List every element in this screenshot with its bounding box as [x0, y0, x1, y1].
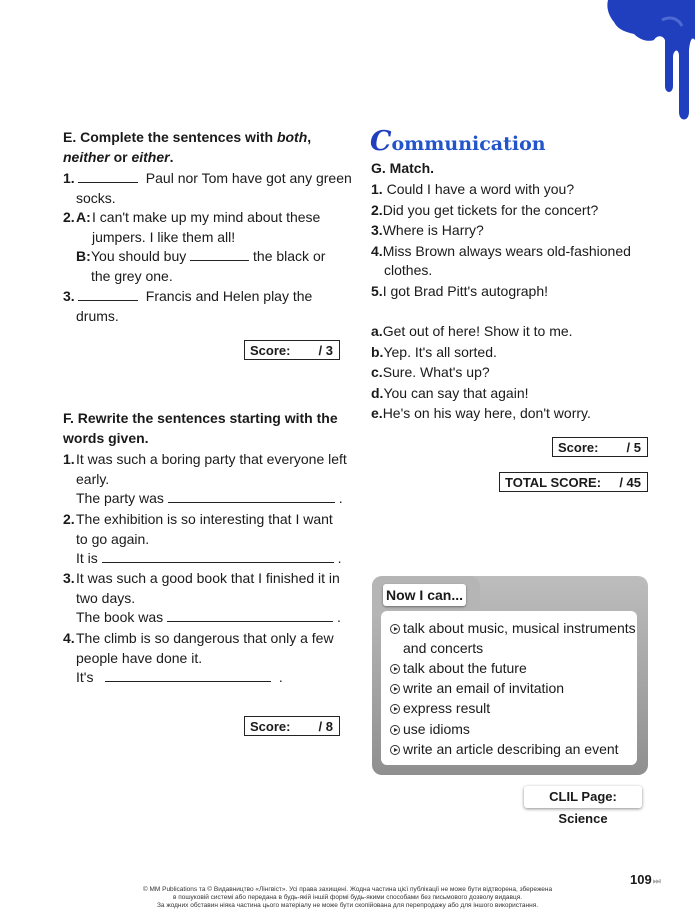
answer-blank[interactable]: [78, 170, 138, 183]
play-bullet-icon: [390, 725, 400, 735]
answer-blank[interactable]: [105, 669, 271, 682]
answer-blank[interactable]: [167, 609, 333, 622]
answer-blank[interactable]: [102, 550, 334, 563]
answer-blank[interactable]: [190, 248, 249, 261]
exercise-e-title: E. Complete the sentences with both, neither or either.: [63, 129, 312, 165]
play-bullet-icon: [390, 704, 400, 714]
answer-blank[interactable]: [168, 490, 335, 503]
play-bullet-icon: [390, 745, 400, 755]
now-i-can-title: Now I can...: [383, 584, 466, 606]
play-bullet-icon: [390, 664, 400, 674]
page-number: 109⏭: [630, 872, 661, 887]
paint-splash-decoration: [604, 0, 695, 126]
total-score-box: TOTAL SCORE: / 45: [499, 472, 648, 492]
clil-page-label[interactable]: CLIL Page: Science: [524, 786, 642, 808]
communication-heading: Communication: [370, 126, 546, 157]
exercise-f-title: F. Rewrite the sentences starting with the words given.: [63, 410, 338, 446]
exercise-f-score-box: Score: / 8: [244, 716, 340, 736]
play-bullet-icon: [390, 624, 400, 634]
exercise-e-score-box: Score: / 3: [244, 340, 340, 360]
exercise-g-title: G. Match.: [371, 160, 435, 176]
play-bullet-icon: [390, 684, 400, 694]
next-page-icon: ⏭: [652, 876, 661, 886]
answer-blank[interactable]: [78, 288, 138, 301]
exercise-g-score-box: Score: / 5: [552, 437, 648, 457]
